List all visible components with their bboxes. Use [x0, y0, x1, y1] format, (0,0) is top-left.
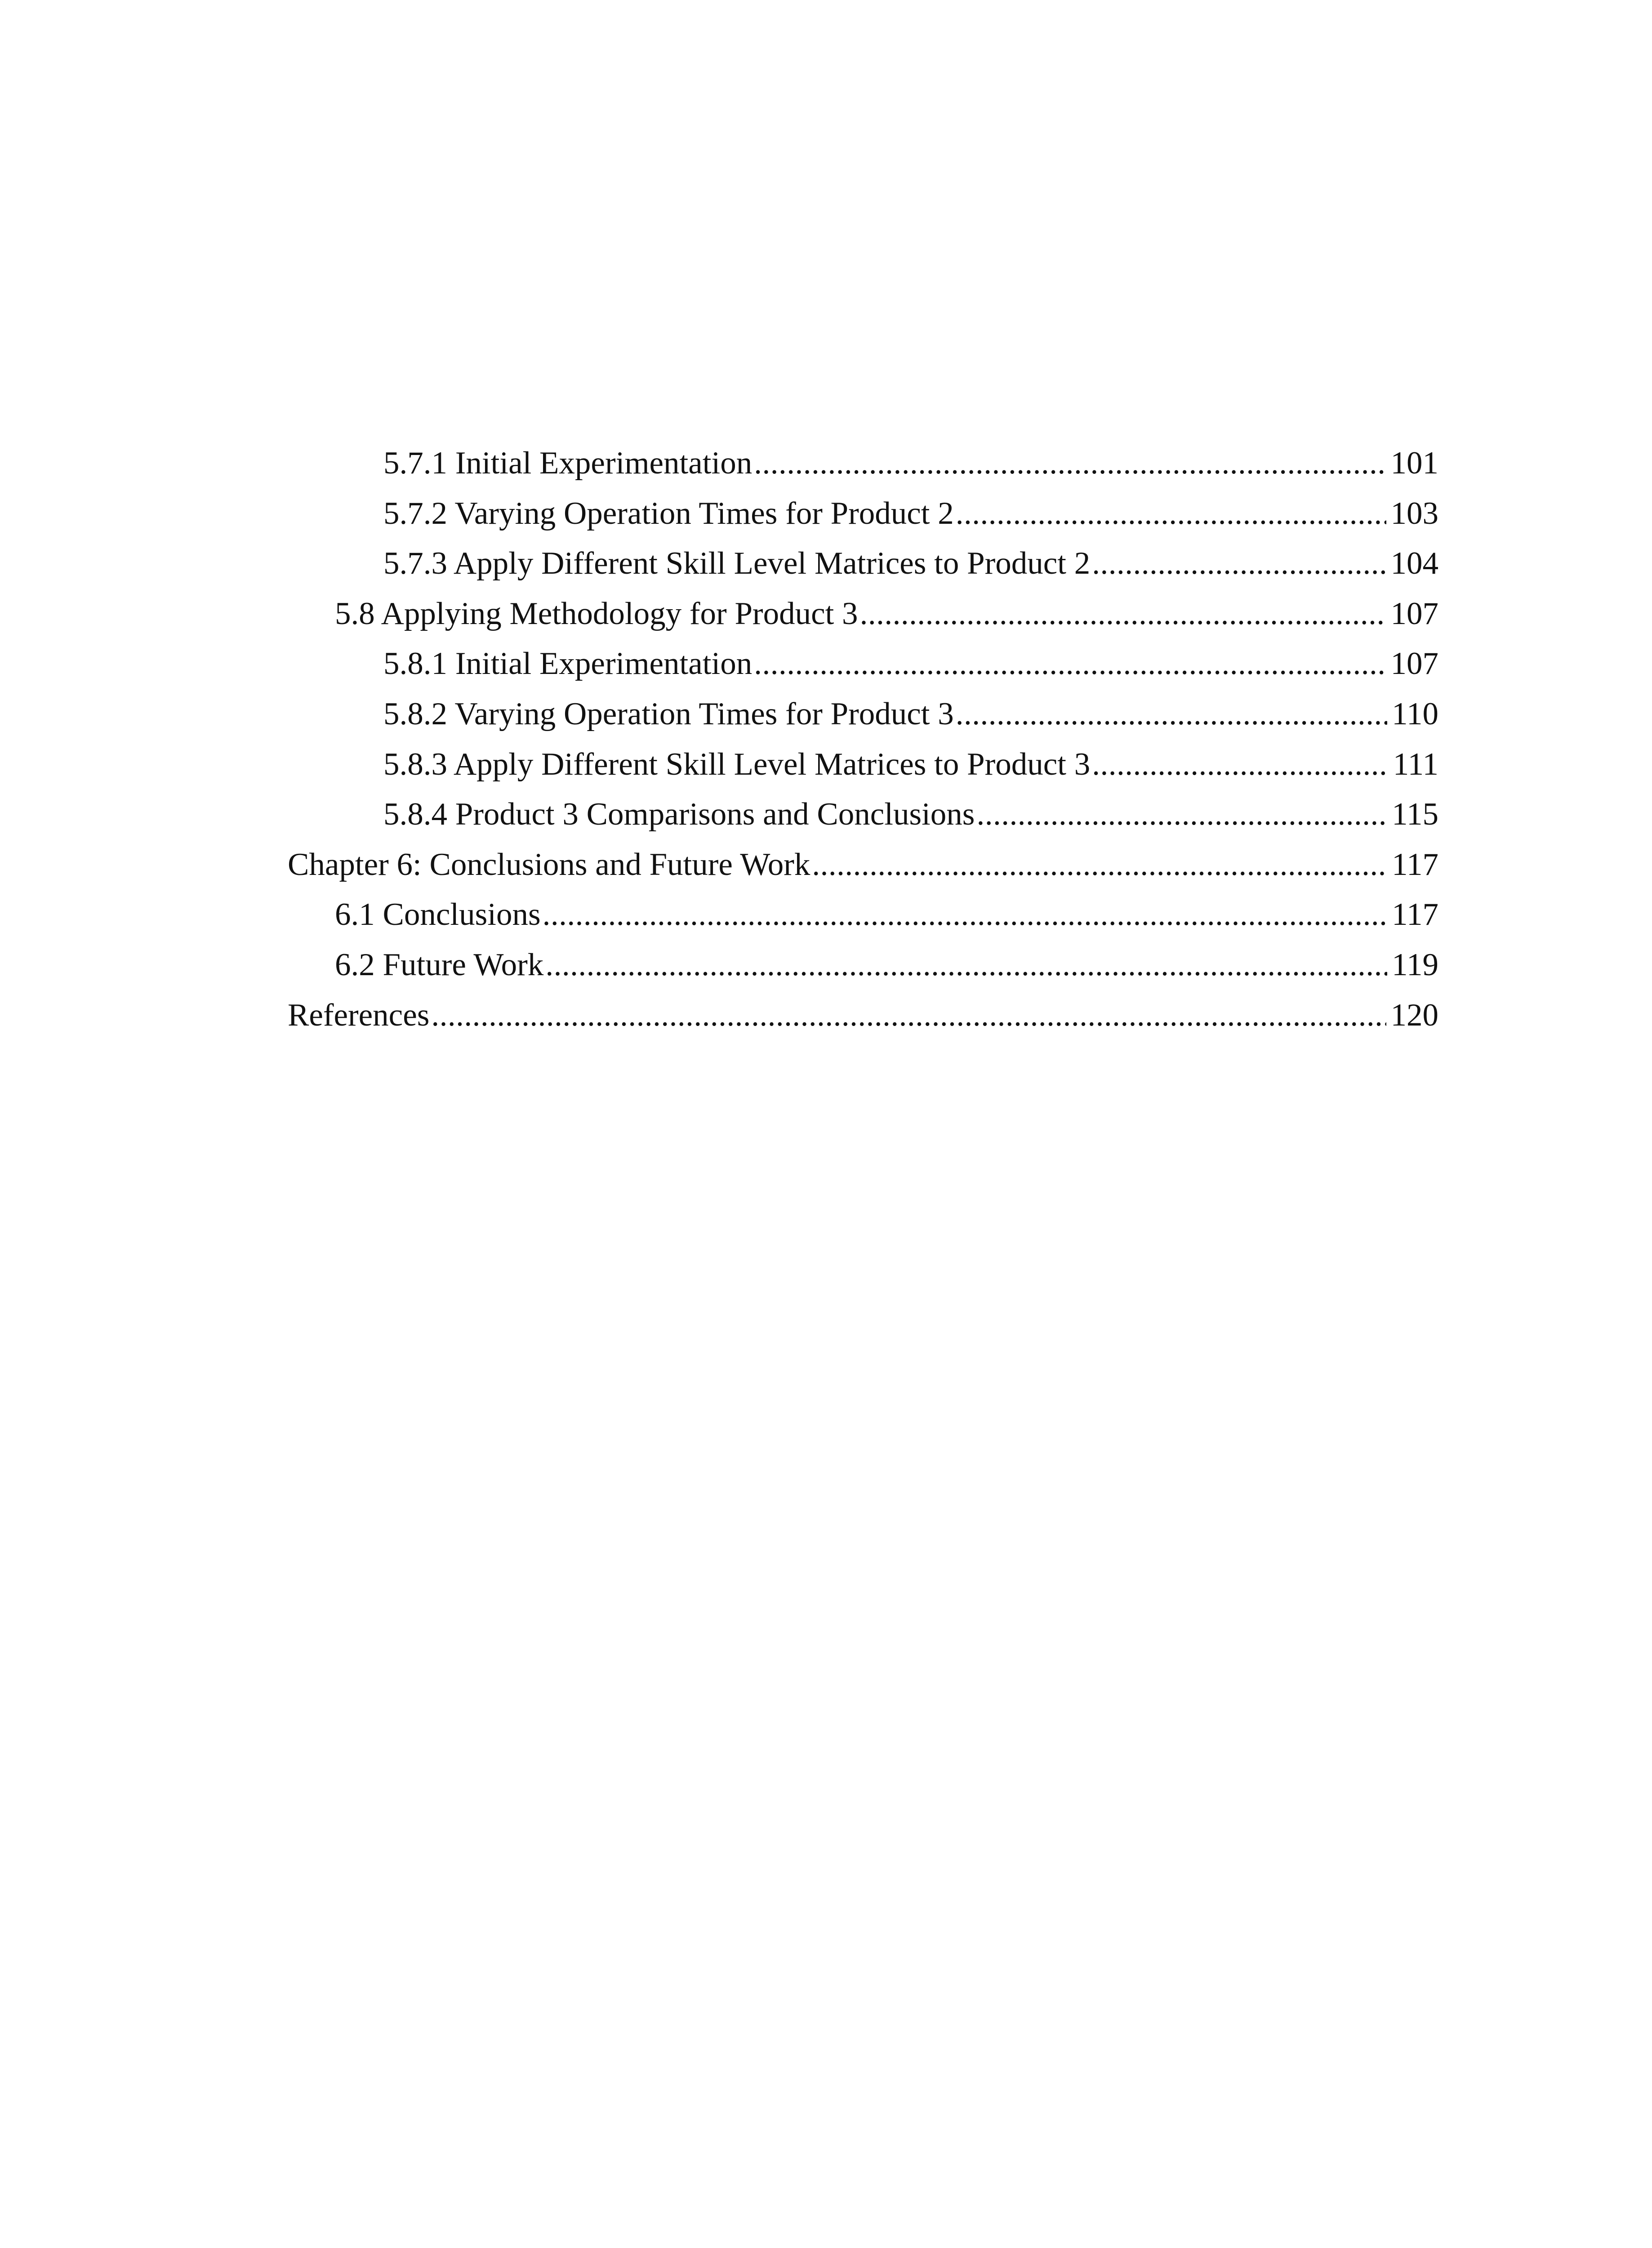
- toc-entry-title: 6.1 Conclusions: [335, 890, 543, 940]
- toc-line: [383, 438, 1438, 489]
- toc-entry-title: Chapter 6: Conclusions and Future Work: [288, 840, 812, 890]
- toc-line: [335, 940, 1438, 990]
- toc-entry-6-1[interactable]: [335, 890, 1438, 940]
- toc-dot-leader: [754, 438, 1386, 489]
- toc-dot-leader: [545, 940, 1387, 990]
- toc-entry-5-8-4[interactable]: [383, 789, 1438, 840]
- toc-line: [383, 789, 1438, 840]
- toc-dot-leader: [956, 489, 1386, 539]
- toc-page-number: 117: [1387, 890, 1438, 940]
- toc-entry-5-8-2[interactable]: [383, 689, 1438, 740]
- toc-line: [383, 639, 1438, 689]
- toc-entry-5-8-3[interactable]: [383, 740, 1438, 790]
- toc-line: [335, 890, 1438, 940]
- toc-entry-chapter-6[interactable]: [288, 840, 1438, 890]
- toc-page-number: 115: [1387, 789, 1438, 840]
- toc-entry-references[interactable]: [288, 990, 1438, 1041]
- toc-entry-title: 5.8 Applying Methodology for Product 3: [335, 589, 860, 639]
- toc-line: [383, 539, 1438, 589]
- toc-line: [383, 489, 1438, 539]
- toc-line: [288, 990, 1438, 1041]
- toc-entry-title: 5.8.1 Initial Experimentation: [383, 639, 754, 689]
- toc-page-number: 107: [1386, 589, 1439, 639]
- toc-line: [383, 740, 1438, 790]
- toc-page-number: 111: [1389, 740, 1438, 790]
- toc-dot-leader: [543, 890, 1388, 940]
- toc-entry-title: 5.8.3 Apply Different Skill Level Matrices to Product 3: [383, 740, 1092, 790]
- toc-dot-leader: [956, 689, 1387, 740]
- toc-page-number: 117: [1387, 840, 1438, 890]
- toc-dot-leader: [812, 840, 1387, 890]
- toc-entry-title: 5.7.2 Varying Operation Times for Product 2: [383, 489, 956, 539]
- toc-entry-title: 5.7.1 Initial Experimentation: [383, 438, 754, 489]
- toc-entry-5-8-1[interactable]: [383, 639, 1438, 689]
- toc-page-number: 107: [1386, 639, 1439, 689]
- toc-entry-title: 6.2 Future Work: [335, 940, 545, 990]
- toc-dot-leader: [1092, 740, 1389, 790]
- toc-line: [335, 589, 1438, 639]
- toc-dot-leader: [860, 589, 1386, 639]
- toc-entry-5-7-1[interactable]: [383, 438, 1438, 489]
- toc-page-number: 101: [1386, 438, 1439, 489]
- toc-dot-leader: [976, 789, 1387, 840]
- toc-line: [383, 689, 1438, 740]
- toc-dot-leader: [431, 990, 1386, 1041]
- toc-entry-5-7-2[interactable]: [383, 489, 1438, 539]
- toc-page-number: 119: [1387, 940, 1438, 990]
- toc-entry-5-7-3[interactable]: [383, 539, 1438, 589]
- toc-page-number: 110: [1387, 689, 1438, 740]
- toc-page-number: 103: [1386, 489, 1439, 539]
- toc-dot-leader: [1092, 539, 1386, 589]
- toc-entry-title: References: [288, 990, 431, 1041]
- toc-entry-5-8[interactable]: [335, 589, 1438, 639]
- table-of-contents: [288, 438, 1438, 1040]
- toc-page-number: 104: [1386, 539, 1439, 589]
- toc-dot-leader: [754, 639, 1386, 689]
- toc-line: [288, 840, 1438, 890]
- toc-entry-title: 5.8.2 Varying Operation Times for Product 3: [383, 689, 956, 740]
- toc-page-number: 120: [1386, 990, 1439, 1041]
- toc-entry-6-2[interactable]: [335, 940, 1438, 990]
- toc-entry-title: 5.8.4 Product 3 Comparisons and Conclusions: [383, 789, 976, 840]
- toc-entry-title: 5.7.3 Apply Different Skill Level Matrices to Product 2: [383, 539, 1092, 589]
